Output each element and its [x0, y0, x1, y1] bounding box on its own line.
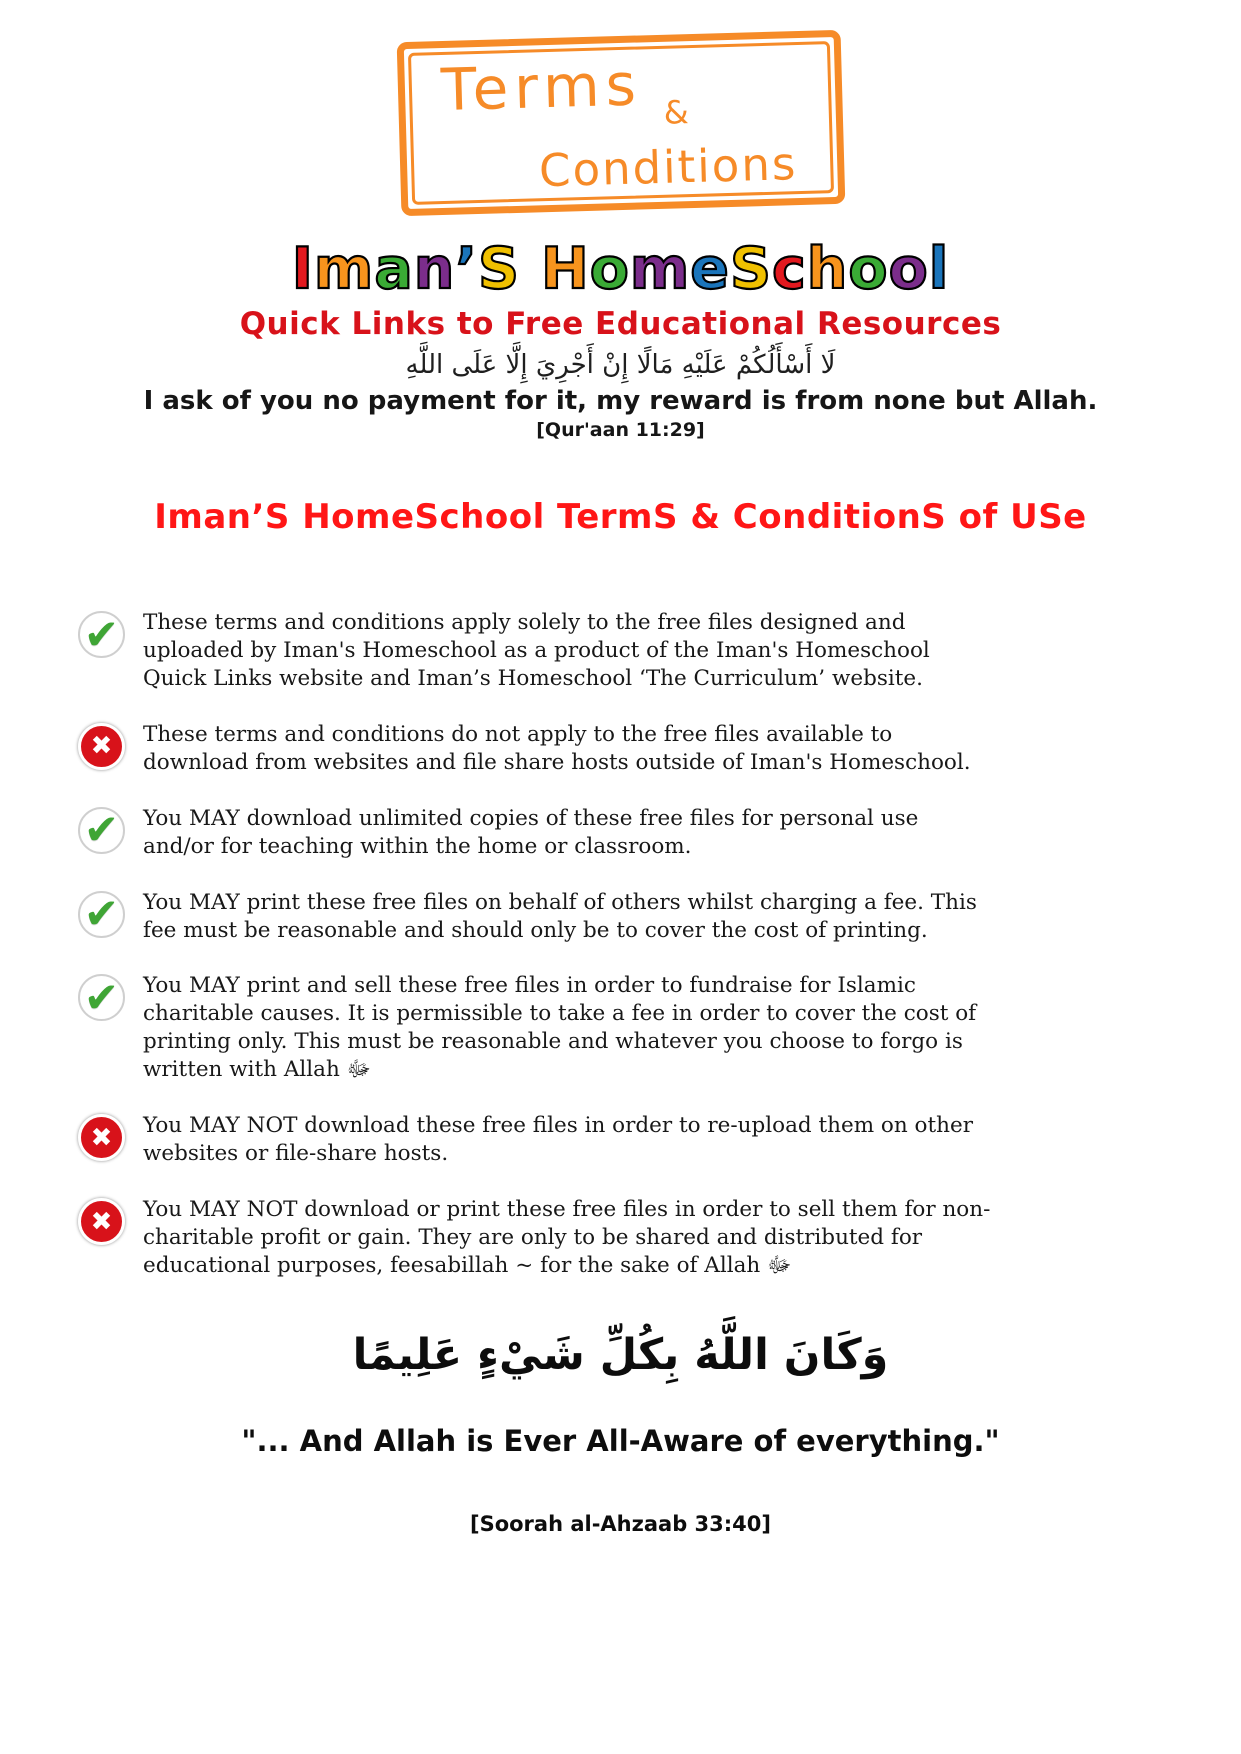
stamp-terms-text: Terms — [439, 50, 643, 124]
check-icon: ✔ — [78, 891, 125, 938]
logo-header — [0, 36, 1241, 441]
term-item — [78, 609, 998, 693]
page-title: Iman’S HomeSchool TermS & ConditionS of USe — [154, 497, 1087, 537]
check-icon: ✔ — [78, 807, 125, 854]
term-item — [78, 889, 998, 945]
check-icon: ✔ — [78, 611, 125, 658]
quran-verse-translation: I ask of you no payment for it, my reward is from none but Allah. — [143, 386, 1098, 416]
brand-title: Iman’S HomeSchool — [291, 236, 950, 302]
term-text: You MAY NOT download or print these free files in order to sell them for non-charitable profit or gain. They are only to be shared and distributed for educational purposes, feesabillah ~ for the sake of Allah ﷻ — [143, 1197, 991, 1278]
term-text: These terms and conditions do not apply to the free files available to download from websites and file share hosts outside of Iman's Homeschool. — [143, 721, 971, 775]
term-text: These terms and conditions apply solely to the free files designed and uploaded by Iman's Homeschool as a product of the Iman's Homeschool Quick Links website and Iman’s Homeschool ‘The Curriculum’ website. — [143, 610, 930, 691]
stamp-conditions-text: Conditions — [537, 137, 798, 198]
terms-list — [78, 609, 998, 1280]
quran-verse-reference: [Qur'aan 11:29] — [536, 419, 705, 441]
term-text: You MAY download unlimited copies of these free files for personal use and/or for teaching within the home or classroom. — [143, 805, 919, 859]
term-item — [78, 805, 998, 861]
footer — [0, 1330, 1241, 1536]
footer-verse-arabic: وَكَانَ اللَّهُ بِكُلِّ شَيْءٍ عَلِيمًا — [352, 1329, 889, 1380]
brand-subtitle: Quick Links to Free Educational Resources — [239, 306, 1002, 342]
term-text: You MAY NOT download these free files in order to re-upload them on other websites or file-share hosts. — [143, 1113, 973, 1167]
footer-verse-reference: [Soorah al-Ahzaab 33:40] — [469, 1511, 771, 1536]
term-item — [78, 721, 998, 777]
term-item — [78, 1196, 998, 1280]
term-text: You MAY print and sell these free files in order to fundraise for Islamic charitable causes. It is permissible to take a fee in order to cover the cost of printing only. This must be reasonable and whatever you choose to forgo is written with Allah ﷻ — [143, 973, 977, 1083]
stamp-ampersand: & — [662, 93, 689, 132]
term-item — [78, 1112, 998, 1168]
term-text: You MAY print these free files on behalf of others whilst charging a fee. This fee must be reasonable and should only be to cover the cost of printing. — [143, 889, 977, 943]
term-item — [78, 972, 998, 1084]
terms-conditions-stamp — [396, 30, 845, 216]
quran-verse-arabic: لَا أَسْأَلُكُمْ عَلَيْهِ مَالًا إِنْ أَجْرِيَ إِلَّا عَلَى اللَّهِ — [405, 350, 836, 380]
cross-icon: ✖ — [78, 1198, 125, 1245]
check-icon: ✔ — [78, 974, 125, 1021]
cross-icon: ✖ — [78, 1114, 125, 1161]
footer-verse-translation: "... And Allah is Ever All-Aware of everything." — [241, 1423, 1000, 1458]
cross-icon: ✖ — [78, 723, 125, 770]
